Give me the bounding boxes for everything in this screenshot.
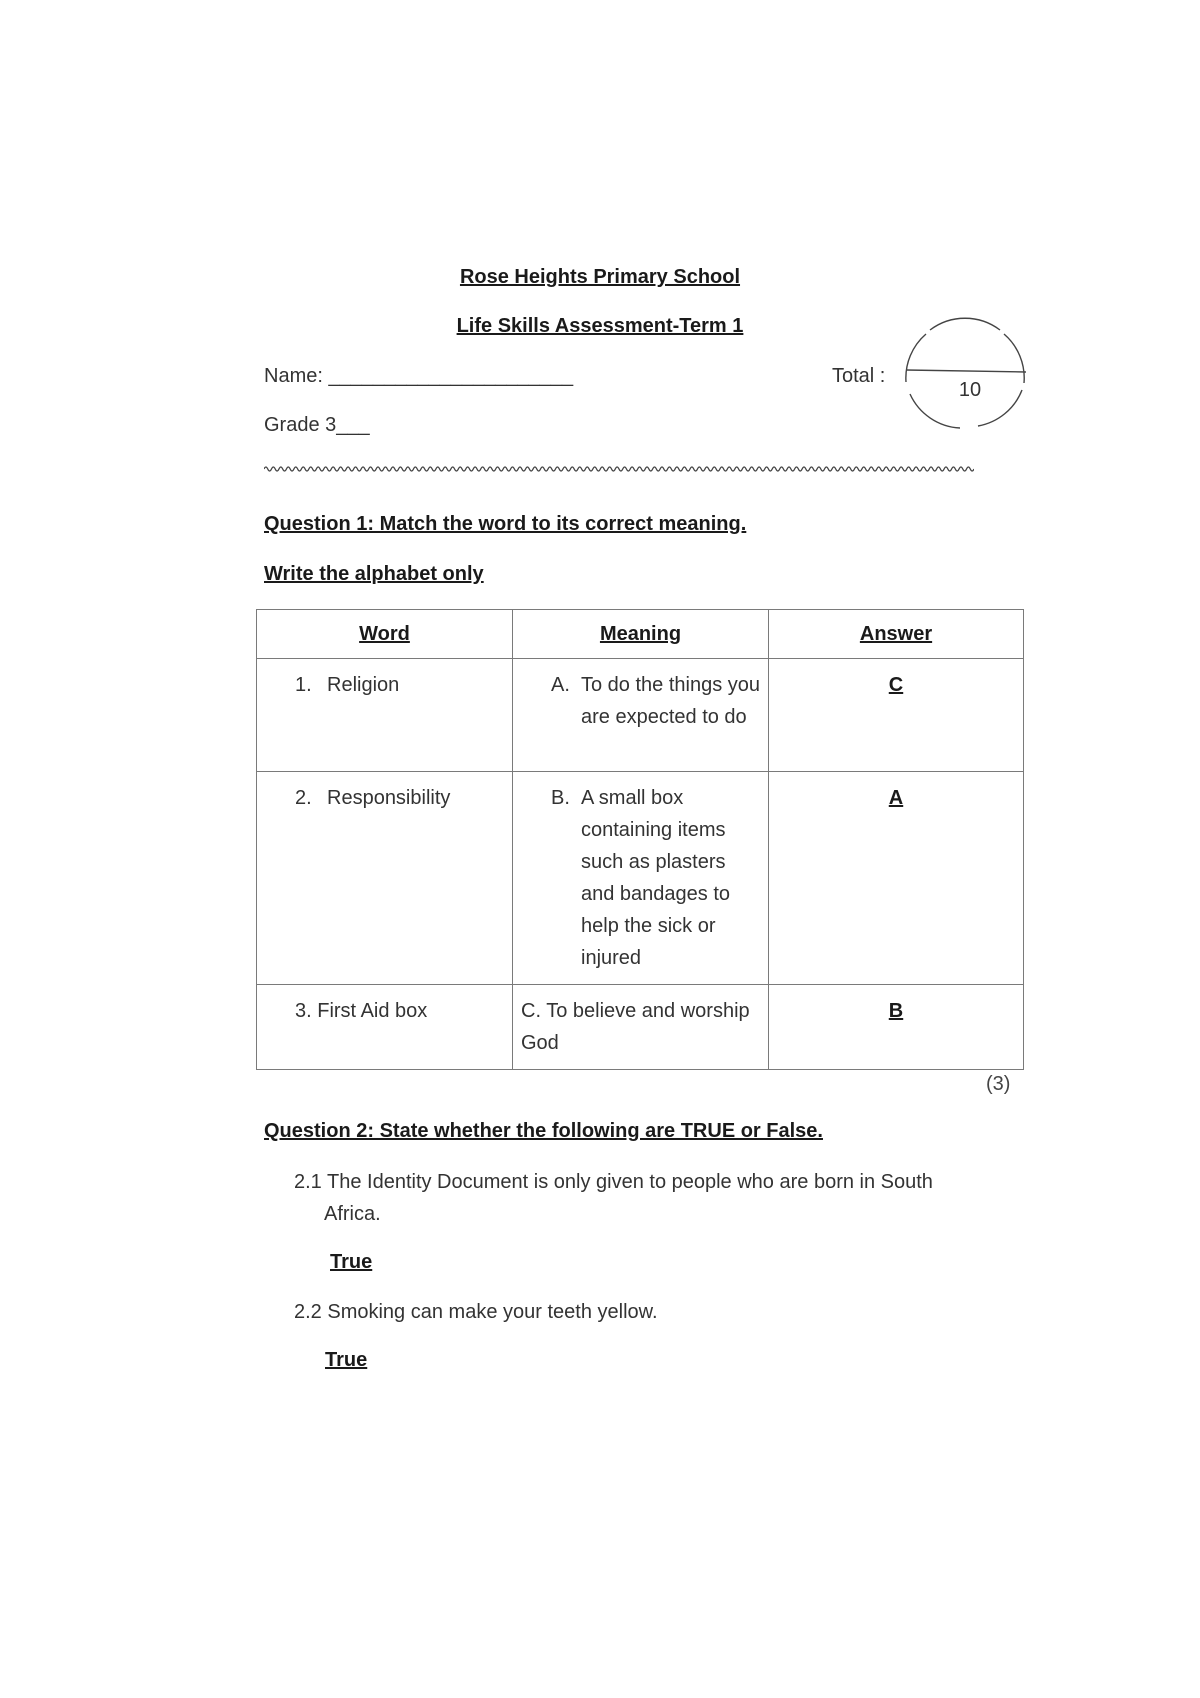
tilde-divider-line [264,463,974,474]
meaning-letter: B. [551,787,570,809]
column-header-answer: Answer [769,610,1024,659]
grade-field: Grade 3___ [264,414,370,436]
true-false-item [294,1166,994,1230]
total-label: Total : [832,365,886,387]
statement-line: Africa. [324,1203,381,1225]
true-false-item [294,1296,994,1328]
answer-cell: A [769,772,1024,985]
matching-table [256,609,1024,1070]
column-header-word: Word [257,610,513,659]
school-title: Rose Heights Primary School [459,266,741,288]
word-text: Responsibility [327,787,451,809]
column-header-meaning: Meaning [513,610,769,659]
table-row [257,985,1024,1070]
question-2-heading: Question 2: State whether the following are TRUE or False. [264,1120,823,1142]
answer-text: True [330,1251,373,1273]
assessment-title: Life Skills Assessment-Term 1 [456,315,744,337]
word-cell: 3. First Aid box [257,985,513,1070]
word-cell [257,659,513,772]
question-1-marks: (3) [986,1073,1011,1095]
question-1-heading: Question 1: Match the word to its correct meaning. [264,513,747,535]
meaning-cell [513,772,769,985]
table-row [257,659,1024,772]
word-number: 2. [295,787,312,809]
statement-line: 2.1 The Identity Document is only given to people who are born in South [294,1171,933,1193]
answer-text: True [325,1349,368,1371]
tilde-divider [264,462,974,474]
word-text: Religion [327,674,400,696]
question-1-instruction: Write the alphabet only [264,563,484,585]
table-header-row [257,610,1024,659]
answer-cell: B [769,985,1024,1070]
meaning-cell: C. To believe and worship God [513,985,769,1070]
word-number: 1. [295,674,312,696]
score-circle [900,308,1030,432]
answer-cell: C [769,659,1024,772]
statement-line: 2.2 Smoking can make your teeth yellow. [294,1301,658,1323]
total-score: 10 [958,379,982,401]
meaning-text: A small box containing items such as plasters and bandages to help the sick or injured [581,787,731,969]
meaning-text: To do the things you are expected to do [581,674,761,728]
meaning-letter: A. [551,674,570,696]
name-field: Name: ______________________ [264,365,574,387]
table-row [257,772,1024,985]
meaning-cell [513,659,769,772]
word-cell [257,772,513,985]
